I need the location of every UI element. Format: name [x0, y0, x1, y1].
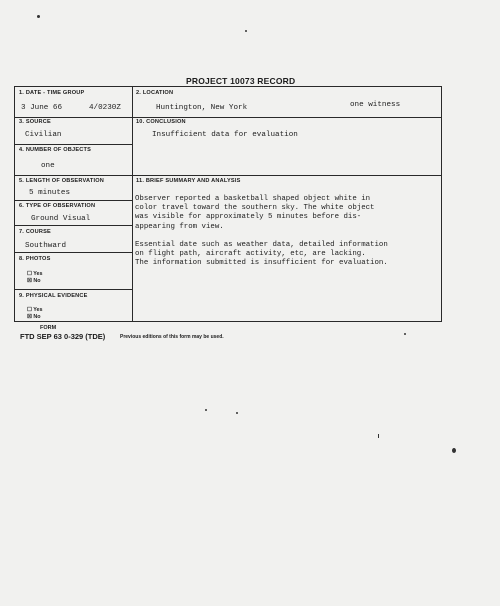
course-value: Southward: [25, 242, 67, 250]
row-divider: [15, 175, 132, 176]
location-label: 2. LOCATION: [136, 90, 174, 96]
witness-value: one witness: [350, 101, 401, 109]
summary-label: 11. BRIEF SUMMARY AND ANALYSIS: [136, 178, 241, 184]
row-divider: [15, 200, 132, 201]
scan-speck: [37, 15, 40, 18]
number-of-objects-value: one: [41, 162, 55, 170]
scan-speck: [205, 409, 207, 411]
physical-evidence-no-checkbox: ☒ No: [27, 314, 41, 320]
row-divider: [15, 289, 132, 290]
photos-label: 8. PHOTOS: [19, 256, 51, 262]
type-of-observation-label: 6. TYPE OF OBSERVATION: [19, 203, 96, 209]
summary-paragraph-2: Essential date such as weather data, detailed information on flight path, aircraft activity, etc, are lacking. The information submitted is insufficient for evaluation.: [135, 240, 388, 268]
record-title: PROJECT 10073 RECORD: [186, 76, 296, 86]
photos-no-checkbox: ☒ No: [27, 278, 41, 284]
scan-speck: [404, 333, 406, 335]
row-divider: [15, 225, 132, 226]
scan-speck: [236, 412, 238, 414]
scan-speck: [378, 434, 379, 438]
date-value: 3 June 66: [21, 104, 63, 112]
scan-speck: [452, 448, 456, 453]
row-divider: [15, 144, 132, 145]
length-of-observation-value: 5 minutes: [29, 189, 71, 197]
source-label: 3. SOURCE: [19, 119, 51, 125]
length-of-observation-label: 5. LENGTH OF OBSERVATION: [19, 178, 104, 184]
conclusion-label: 10. CONCLUSION: [136, 119, 186, 125]
footer-form-word: FORM: [40, 325, 57, 331]
physical-evidence-yes-checkbox: ☐ Yes: [27, 307, 43, 313]
course-label: 7. COURSE: [19, 229, 51, 235]
column-divider: [132, 87, 133, 321]
footer-note: Previous editions of this form may be used.: [120, 334, 224, 340]
row-divider: [15, 117, 132, 118]
number-of-objects-label: 4. NUMBER OF OBJECTS: [19, 147, 92, 153]
photos-yes-checkbox: ☐ Yes: [27, 271, 43, 277]
type-of-observation-value: Ground Visual: [31, 215, 91, 223]
row-divider: [132, 117, 441, 118]
scan-speck: [245, 30, 247, 32]
location-value: Huntington, New York: [156, 104, 248, 112]
row-divider: [15, 252, 132, 253]
summary-text: [135, 195, 435, 277]
physical-evidence-label: 9. PHYSICAL EVIDENCE: [19, 293, 88, 299]
conclusion-value: Insufficient data for evaluation: [152, 131, 298, 139]
row-divider: [132, 175, 441, 176]
summary-paragraph-1: Observer reported a basketball shaped object white in color travel toward the southern sky. The white object was visible for approximately 5 minutes before dis- appearing from view.: [135, 195, 375, 231]
date-time-label: 1. DATE - TIME GROUP: [19, 90, 85, 96]
time-value: 4/0230Z: [89, 104, 121, 112]
source-value: Civilian: [25, 131, 62, 139]
footer-form-code: FTD SEP 63 0-329 (TDE): [20, 332, 106, 341]
